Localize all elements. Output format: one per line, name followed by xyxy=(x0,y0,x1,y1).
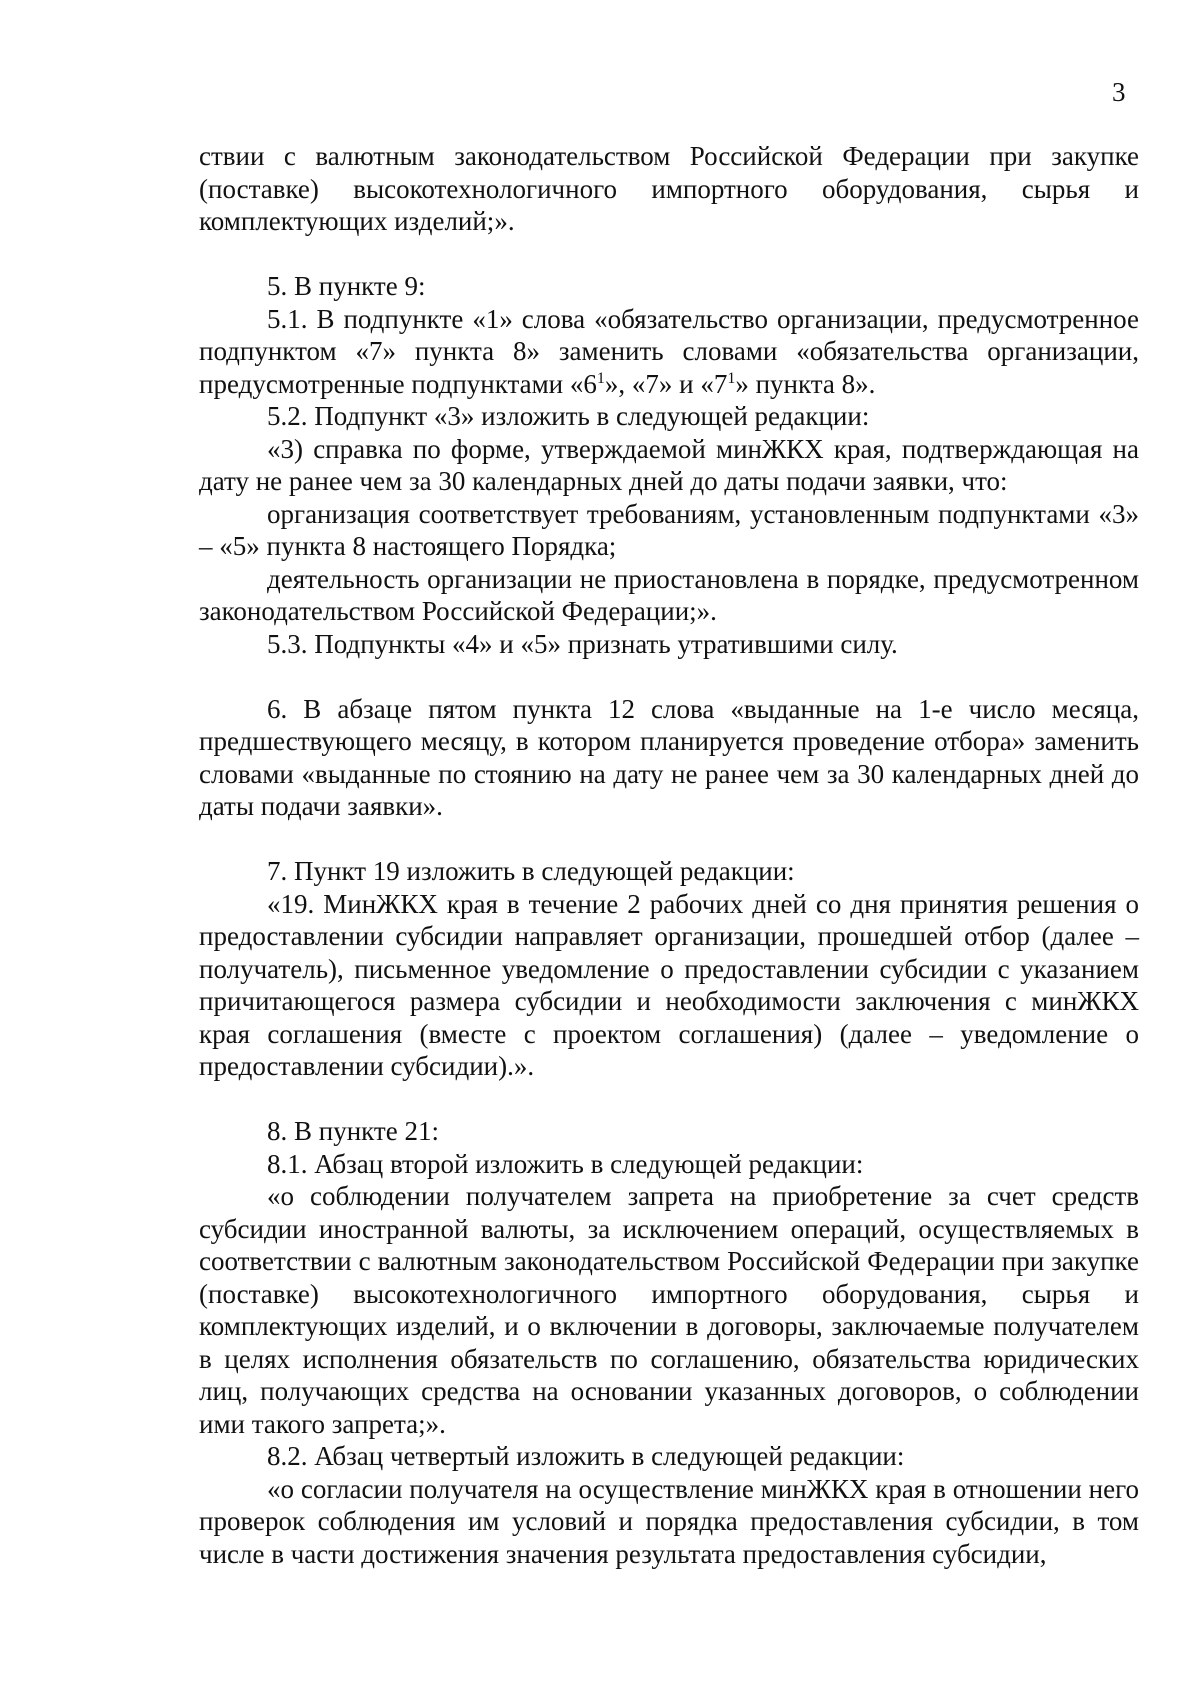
document-body xyxy=(199,140,1139,1570)
paragraph-item-6: 6. В абзаце пятом пункта 12 слова «выданные на 1-е число месяца, предшествующего месяцу, в котором планируется проведение отбора» заменить словами «выданные по стоянию на дату не ранее чем за 30 календарных дней до даты подачи заявки». xyxy=(199,693,1139,821)
paragraph-activity: деятельность организации не приостановлена в порядке, предусмотренном законодательством Российской Федерации;». xyxy=(199,563,1139,626)
item-5-1-text-a: 5.1. В подпункте «1» слова «обязательство организации, предусмотренное подпунктом «7» пункта 8» заменить словами «обязательства организации, предусмотренные подпунктами «6 xyxy=(199,303,1139,399)
superscript-6-1: 1 xyxy=(596,369,605,387)
paragraph-requirements: организация соответствует требованиям, установленным подпунктами «3» – «5» пункта 8 настоящего Порядка; xyxy=(199,498,1139,561)
paragraph-quote-ban: «о соблюдении получателем запрета на приобретение за счет средств субсидии иностранной валюты, за исключением операций, осуществляемых в соответствии с валютным законодательством Российской Федерации при закупке (поставке) высокотехнологичного импортного оборудования, сырья и комплектующих изделий, и о включении в договоры, заключаемые получателем в целях исполнения обязательств по соглашению, обязательства юридических лиц, получающих средства на основании указанных договоров, о соблюдении ими такого запрета;». xyxy=(199,1181,1139,1439)
item-5-1-text-c: » пункта 8». xyxy=(735,368,876,399)
paragraph-item-8: 8. В пункте 21: xyxy=(267,1116,439,1146)
paragraph-item-5: 5. В пункте 9: xyxy=(267,271,426,301)
paragraph-quote-19: «19. МинЖКХ края в течение 2 рабочих дней со дня принятия решения о предоставлении субсидии направляет организации, прошедшей отбор (далее – получатель), письменное уведомление о предоставлении субсидии с указанием причитающегося размера субсидии и необходимости заключения с минЖКХ края соглашения (вместе с проектом соглашения) (далее – уведомление о предоставлении субсидии).». xyxy=(199,888,1139,1081)
paragraph-item-7: 7. Пункт 19 изложить в следующей редакции: xyxy=(267,856,795,886)
paragraph-item-8-2: 8.2. Абзац четвертый изложить в следующей редакции: xyxy=(267,1441,905,1471)
paragraph-item-8-1: 8.1. Абзац второй изложить в следующей редакции: xyxy=(267,1148,864,1179)
paragraph-continuation: ствии с валютным законодательством Российской Федерации при закупке (поставке) высокотехнологичного импортного оборудования, сырья и комплектующих изделий;». xyxy=(199,141,1139,236)
superscript-7-1: 1 xyxy=(727,369,736,387)
item-5-1-text-b: », «7» и «7 xyxy=(604,368,728,399)
paragraph-item-5-2: 5.2. Подпункт «3» изложить в следующей редакции: xyxy=(267,401,870,431)
paragraph-quote-consent: «о согласии получателя на осуществление минЖКХ края в отношении него проверок соблюдения им условий и порядка предоставления субсидии, в том числе в части достижения значения результата предоставления субсидии, xyxy=(199,1473,1139,1569)
page-number: 3 xyxy=(1112,77,1126,107)
paragraph-item-5-1 xyxy=(199,303,1139,401)
paragraph-quote-3: «3) справка по форме, утверждаемой минЖКХ края, подтверждающая на дату не ранее чем за 30 календарных дней до даты подачи заявки, что: xyxy=(199,433,1139,496)
paragraph-item-5-3: 5.3. Подпункты «4» и «5» признать утратившими силу. xyxy=(267,628,898,659)
